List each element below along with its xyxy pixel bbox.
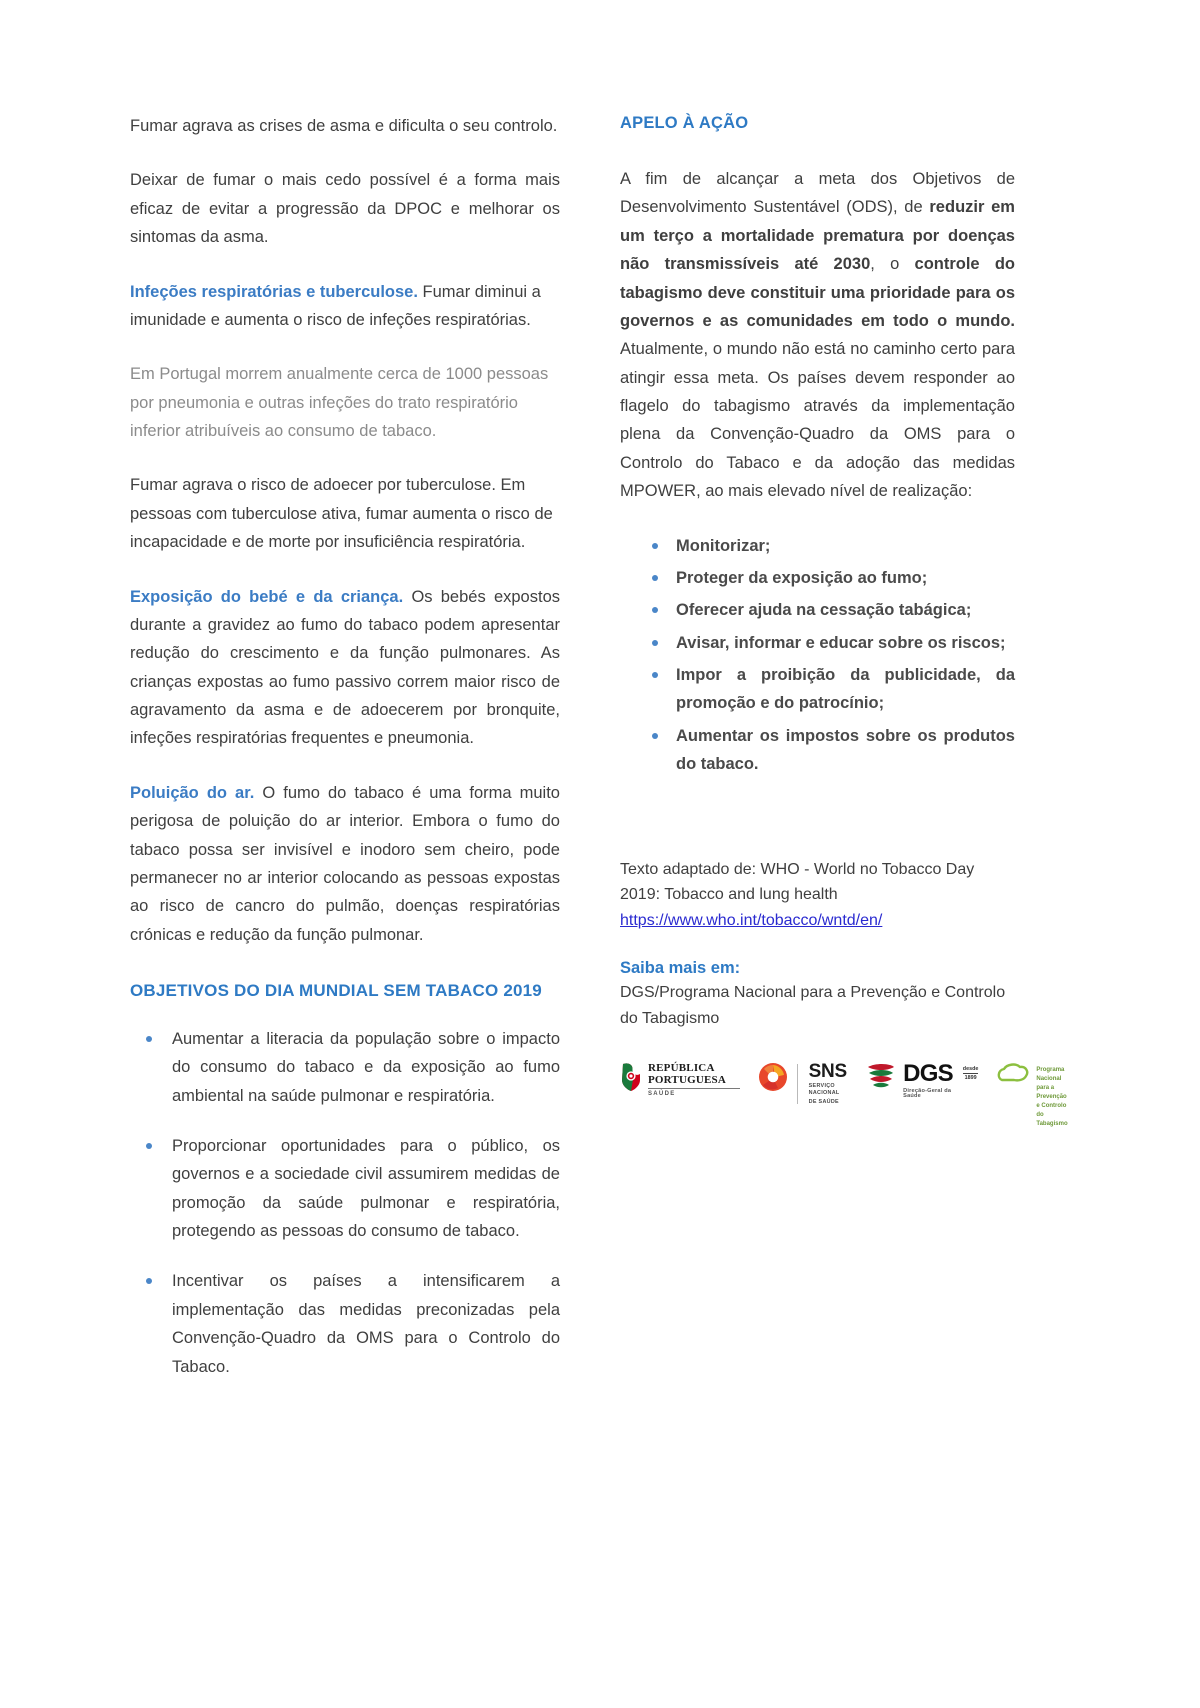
logo-programa-nacional xyxy=(996,1062,1067,1129)
list-item: Proporcionar oportunidades para o público, os governos e a sociedade civil assumirem medidas de promoção da saúde pulmonar e respiratória, protegendo as pessoas do consumo de tabaco. xyxy=(130,1132,560,1246)
dgs-since-year: 1899 xyxy=(964,1074,977,1081)
dgs-since-badge xyxy=(963,1062,979,1081)
republica-portuguesa-wordmark xyxy=(648,1062,740,1098)
intro-part-3: Atualmente, o mundo não está no caminho certo para atingir essa meta. Os países devem responder ao flagelo do tabagismo através da implementação plena da Convenção-Quadro da OMS para o Controlo do Tabaco e da adoção das medidas MPOWER, ao mais elevado nível de realização: xyxy=(620,340,1015,501)
list-item: Avisar, informar e educar sobre os riscos; xyxy=(620,629,1015,657)
body-infecoes: Fumar diminui a imunidade e aumenta o risco de infeções respiratórias. xyxy=(130,282,541,329)
pn-line-1: Programa Nacional xyxy=(1036,1066,1065,1082)
logo-dgs xyxy=(865,1059,979,1100)
sns-name: SNS xyxy=(808,1060,847,1082)
programa-nacional-wordmark xyxy=(1036,1062,1067,1129)
who-source-link[interactable]: https://www.who.int/tobacco/wntd/en/ xyxy=(620,911,883,929)
dgs-name: DGS xyxy=(903,1059,953,1087)
list-item: Incentivar os países a intensificarem a implementação das medidas preconizadas pela Convenção-Quadro da OMS para o Controlo do Tabaco. xyxy=(130,1267,560,1381)
lead-in-poluicao: Poluição do ar. xyxy=(130,783,255,802)
source-attribution xyxy=(620,857,1015,934)
list-mpower xyxy=(620,532,1015,779)
dgs-subtitle: Direção-Geral da Saúde xyxy=(903,1087,952,1100)
sns-flower-icon xyxy=(758,1062,788,1097)
right-column xyxy=(620,112,1068,1403)
dgs-wordmark xyxy=(903,1059,953,1100)
intro-bold-controle: controle do tabagismo deve constituir uma prioridade para os governos e as comunidades em todo o mundo. xyxy=(620,255,1016,330)
pn-line-2: para a Prevenção xyxy=(1036,1084,1067,1100)
divider xyxy=(797,1064,798,1105)
list-item: Proteger da exposição ao fumo; xyxy=(620,564,1015,592)
pn-line-3: e Controlo do Tabagismo xyxy=(1036,1102,1068,1127)
logo-strip xyxy=(620,1059,1068,1129)
divider xyxy=(648,1088,740,1089)
paragraph-apelo-intro xyxy=(620,165,1015,506)
list-objetivos xyxy=(130,1025,560,1381)
paragraph-portugal-estatistica: Em Portugal morrem anualmente cerca de 1000 pessoas por pneumonia e outras infeções do trato respiratório inferior atribuíveis ao consumo de tabaco. xyxy=(130,365,549,440)
more-info-body xyxy=(620,980,1015,1031)
paragraph-poluicao-do-ar xyxy=(130,779,560,949)
rp-sector-label: SAÚDE xyxy=(648,1091,676,1098)
list-item: Aumentar os impostos sobre os produtos do tabaco. xyxy=(620,722,1015,779)
dgs-emblem-icon xyxy=(865,1062,897,1095)
lung-cloud-icon xyxy=(996,1062,1030,1093)
source-line-1: Texto adaptado de: WHO - World no Tobacco Day xyxy=(620,860,975,878)
intro-part-1: A fim de alcançar a meta dos Objetivos de Desenvolvimento Sustentável (ODS), de xyxy=(620,170,1015,217)
left-column xyxy=(130,112,560,1403)
portugal-shield-icon xyxy=(620,1062,642,1097)
rp-line-2: PORTUGUESA xyxy=(648,1073,727,1086)
intro-bold-ods: reduzir em um terço a mortalidade prematura por doenças não transmissíveis até 2030 xyxy=(620,198,1015,274)
two-column-layout xyxy=(0,112,1200,1403)
paragraph-asma: Fumar agrava as crises de asma e dificulta o seu controlo. xyxy=(130,117,558,135)
body-poluicao: O fumo do tabaco é uma forma muito perigosa de poluição do ar interior. Embora o fumo do tabaco possa ser invisível e inodoro sem cheiro, pode permanecer no ar interior colocando as pessoas expostas ao risco de cancro do pulmão, doenças respiratórias crónicas e redução da função pulmonar. xyxy=(130,783,560,944)
paragraph-infecoes-respiratorias xyxy=(130,278,560,335)
intro-part-2: , o xyxy=(870,255,915,274)
lead-in-exposicao: Exposição do bebé e da criança. xyxy=(130,587,404,606)
list-item: Aumentar a literacia da população sobre o impacto do consumo do tabaco e da exposição ao fumo ambiental na saúde pulmonar e respiratória. xyxy=(130,1025,560,1110)
paragraph-deixar-de-fumar: Deixar de fumar o mais cedo possível é a forma mais eficaz de evitar a progressão da DPOC e melhorar os sintomas da asma. xyxy=(130,171,560,247)
body-exposicao: Os bebés expostos durante a gravidez ao fumo do tabaco podem apresentar redução do crescimento e da função pulmonares. As crianças expostas ao fumo passivo correm maior risco de agravamento da asma e de adoecerem por bronquite, infeções respiratórias frequentes e pneumonia. xyxy=(130,587,560,748)
heading-saiba-mais: Saiba mais em: xyxy=(620,959,741,978)
rp-line-1: REPÚBLICA xyxy=(648,1061,715,1074)
sns-subtitle-2: DE SAÚDE xyxy=(808,1099,839,1106)
divider xyxy=(963,1073,979,1074)
more-info-line-2: do Tabagismo xyxy=(620,1009,720,1027)
paragraph-exposicao-bebe xyxy=(130,583,560,753)
list-item: Monitorizar; xyxy=(620,532,1015,560)
logo-republica-portuguesa xyxy=(620,1062,740,1098)
sns-subtitle-1: SERVIÇO NACIONAL xyxy=(808,1082,840,1096)
logo-sns xyxy=(758,1062,847,1107)
list-item: Impor a proibição da publicidade, da promoção e do patrocínio; xyxy=(620,661,1015,718)
sns-wordmark xyxy=(809,1062,848,1107)
heading-apelo-a-acao: APELO À AÇÃO xyxy=(620,114,749,132)
heading-objetivos-dia-mundial: OBJETIVOS DO DIA MUNDIAL SEM TABACO 2019 xyxy=(130,981,542,1000)
spacer xyxy=(620,801,1015,857)
more-info-line-1: DGS/Programa Nacional para a Prevenção e Controlo xyxy=(620,984,1006,1002)
dgs-since-label: desde xyxy=(962,1065,979,1072)
paragraph-tuberculose: Fumar agrava o risco de adoecer por tuberculose. Em pessoas com tuberculose ativa, fumar aumenta o risco de incapacidade e de morte por insuficiência respiratória. xyxy=(130,476,553,552)
list-item: Oferecer ajuda na cessação tabágica; xyxy=(620,596,1015,624)
source-line-2: 2019: Tobacco and lung health xyxy=(620,886,838,904)
more-info-block xyxy=(620,959,1015,1031)
lead-in-infecoes: Infeções respiratórias e tuberculose. xyxy=(130,282,418,301)
